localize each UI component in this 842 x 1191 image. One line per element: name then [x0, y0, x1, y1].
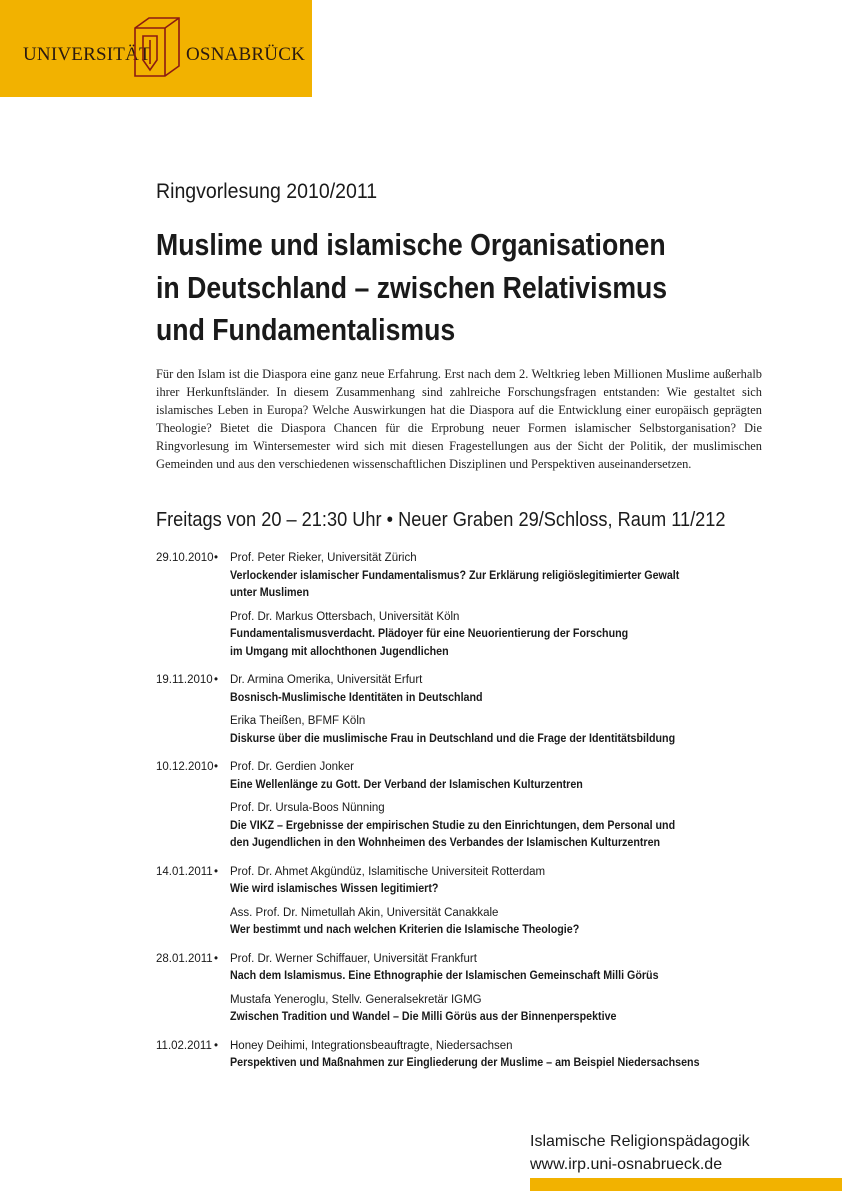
- talk: [230, 951, 796, 986]
- talk-title: Eine Wellenlänge zu Gott. Der Verband der Islamischen Kulturzentren: [230, 778, 583, 791]
- logo-text-right: OSNABRÜCK: [186, 44, 305, 65]
- talk-speaker: Erika Theißen, BFMF Köln: [230, 715, 366, 727]
- title-line: Muslime und islamische Organisationen: [156, 227, 666, 262]
- talk-title: unter Muslimen: [230, 587, 310, 599]
- talk-speaker: Honey Deihimi, Integrationsbeauftragte, Niedersachsen: [230, 1039, 513, 1052]
- event-item: [156, 672, 796, 748]
- talk: [230, 672, 796, 707]
- talk: [230, 1038, 796, 1073]
- talk-title: Wer bestimmt und nach welchen Kriterien die Islamische Theologie?: [230, 924, 580, 936]
- talk: [230, 992, 796, 1027]
- talk-speaker: Prof. Dr. Ahmet Akgündüz, Islamitische Universiteit Rotterdam: [230, 865, 546, 878]
- talk-title: Diskurse über die muslimische Frau in Deutschland und die Frage der Identitätsbildung: [230, 732, 676, 745]
- talk-title: Verlockender islamischer Fundamentalismus? Zur Erklärung religiöslegitimierter Gewalt: [230, 569, 680, 582]
- talk-title: Zwischen Tradition und Wandel – Die Milli Görüs aus der Binnenperspektive: [230, 1011, 617, 1023]
- event-item: [156, 951, 796, 1027]
- talk-title: im Umgang mit allochthonen Jugendlichen: [230, 645, 449, 658]
- talk: [230, 550, 796, 603]
- event-item: [156, 759, 796, 853]
- talk: [230, 800, 796, 853]
- talk-title: Bosnisch-Muslimische Identitäten in Deutschland: [230, 691, 483, 704]
- bullet-separator: •: [214, 761, 219, 773]
- university-logo: [0, 0, 312, 97]
- bullet-separator: •: [214, 1039, 219, 1052]
- event-item: [156, 550, 796, 661]
- bullet-separator: •: [214, 865, 219, 878]
- talk-speaker: Ass. Prof. Dr. Nimetullah Akin, Universität Canakkale: [230, 906, 499, 919]
- talk: [230, 905, 796, 940]
- footer-url[interactable]: www.irp.uni-osnabrueck.de: [530, 1156, 723, 1173]
- bullet-separator: •: [214, 674, 219, 686]
- footer: [530, 1130, 750, 1176]
- talk-speaker: Prof. Dr. Gerdien Jonker: [230, 761, 354, 773]
- bullet-separator: •: [214, 552, 219, 564]
- title-line: in Deutschland – zwischen Relativismus: [156, 269, 668, 305]
- talk: [230, 864, 796, 899]
- talk-title: Nach dem Islamismus. Eine Ethnographie der Islamischen Gemeinschaft Milli Görüs: [230, 970, 659, 982]
- talk-speaker: Prof. Peter Rieker, Universität Zürich: [230, 552, 417, 564]
- talk-title: Wie wird islamisches Wissen legitimiert?: [230, 883, 439, 895]
- event-date: 28.01.2011: [156, 952, 213, 965]
- talk-title: Die VIKZ – Ergebnisse der empirischen Studie zu den Einrichtungen, dem Personal und: [230, 819, 676, 832]
- talk-title: Perspektiven und Maßnahmen zur Eingliederung der Muslime – am Beispiel Niedersachsens: [230, 1057, 700, 1069]
- talk-speaker: Prof. Dr. Markus Ottersbach, Universität Köln: [230, 610, 460, 623]
- page-title: [156, 224, 758, 352]
- schedule-line: Freitags von 20 – 21:30 Uhr • Neuer Graben 29/Schloss, Raum 11/212: [156, 509, 726, 531]
- talk-title: Fundamentalismusverdacht. Plädoyer für eine Neuorientierung der Forschung: [230, 628, 629, 640]
- bullet-separator: •: [214, 952, 219, 965]
- title-line: und Fundamentalismus: [156, 312, 456, 347]
- event-date: 10.12.2010: [156, 761, 214, 773]
- talk: [230, 759, 796, 794]
- talk-speaker: Dr. Armina Omerika, Universität Erfurt: [230, 674, 423, 686]
- talk-speaker: Mustafa Yeneroglu, Stellv. Generalsekretär IGMG: [230, 993, 482, 1006]
- logo-text-left: UNIVERSITÄT: [23, 44, 151, 65]
- intro-paragraph: Für den Islam ist die Diaspora eine ganz neue Erfahrung. Erst nach dem 2. Weltkrieg leben Millionen Muslime außerhalb ihrer Herkunftsländer. In diesem Zusammenhang sind zahlreiche Forschungsfragen entstanden: Wie gestaltet sich islamisches Leben in Europa? Welche Auswirkungen hat die Diaspora auf die Entwicklung einer europäisch geprägten Theologie? Bietet die Diaspora Chancen für die Erprobung neuer Formen islamischer Selbstorganisation? Die Ringvorlesung im Wintersemester wird sich mit diesen Fragestellungen aus der Sicht der Politik, der muslimischen Gemeinden und aus den verschiedenen wissenschaftlichen Disziplinen und Perspektiven auseinandersetzen.: [156, 367, 762, 471]
- university-emblem-icon: [131, 14, 183, 80]
- event-date: 19.11.2010: [156, 674, 213, 686]
- footer-accent-bar: [530, 1178, 842, 1191]
- talk: [230, 713, 796, 748]
- talk-speaker: Prof. Dr. Ursula-Boos Nünning: [230, 802, 385, 814]
- footer-department: Islamische Religionspädagogik: [530, 1133, 750, 1150]
- event-date: 11.02.2011: [156, 1039, 212, 1052]
- event-date: 14.01.2011: [156, 865, 213, 878]
- event-item: [156, 1038, 796, 1073]
- lecture-series-label: Ringvorlesung 2010/2011: [156, 180, 378, 203]
- talk-speaker: Prof. Dr. Werner Schiffauer, Universität Frankfurt: [230, 952, 477, 965]
- event-item: [156, 864, 796, 940]
- event-list: [156, 550, 796, 1073]
- talk-title: den Jugendlichen in den Wohnheimen des Verbandes der Islamischen Kulturzentren: [230, 837, 661, 849]
- talk: [230, 609, 796, 662]
- event-date: 29.10.2010: [156, 552, 214, 564]
